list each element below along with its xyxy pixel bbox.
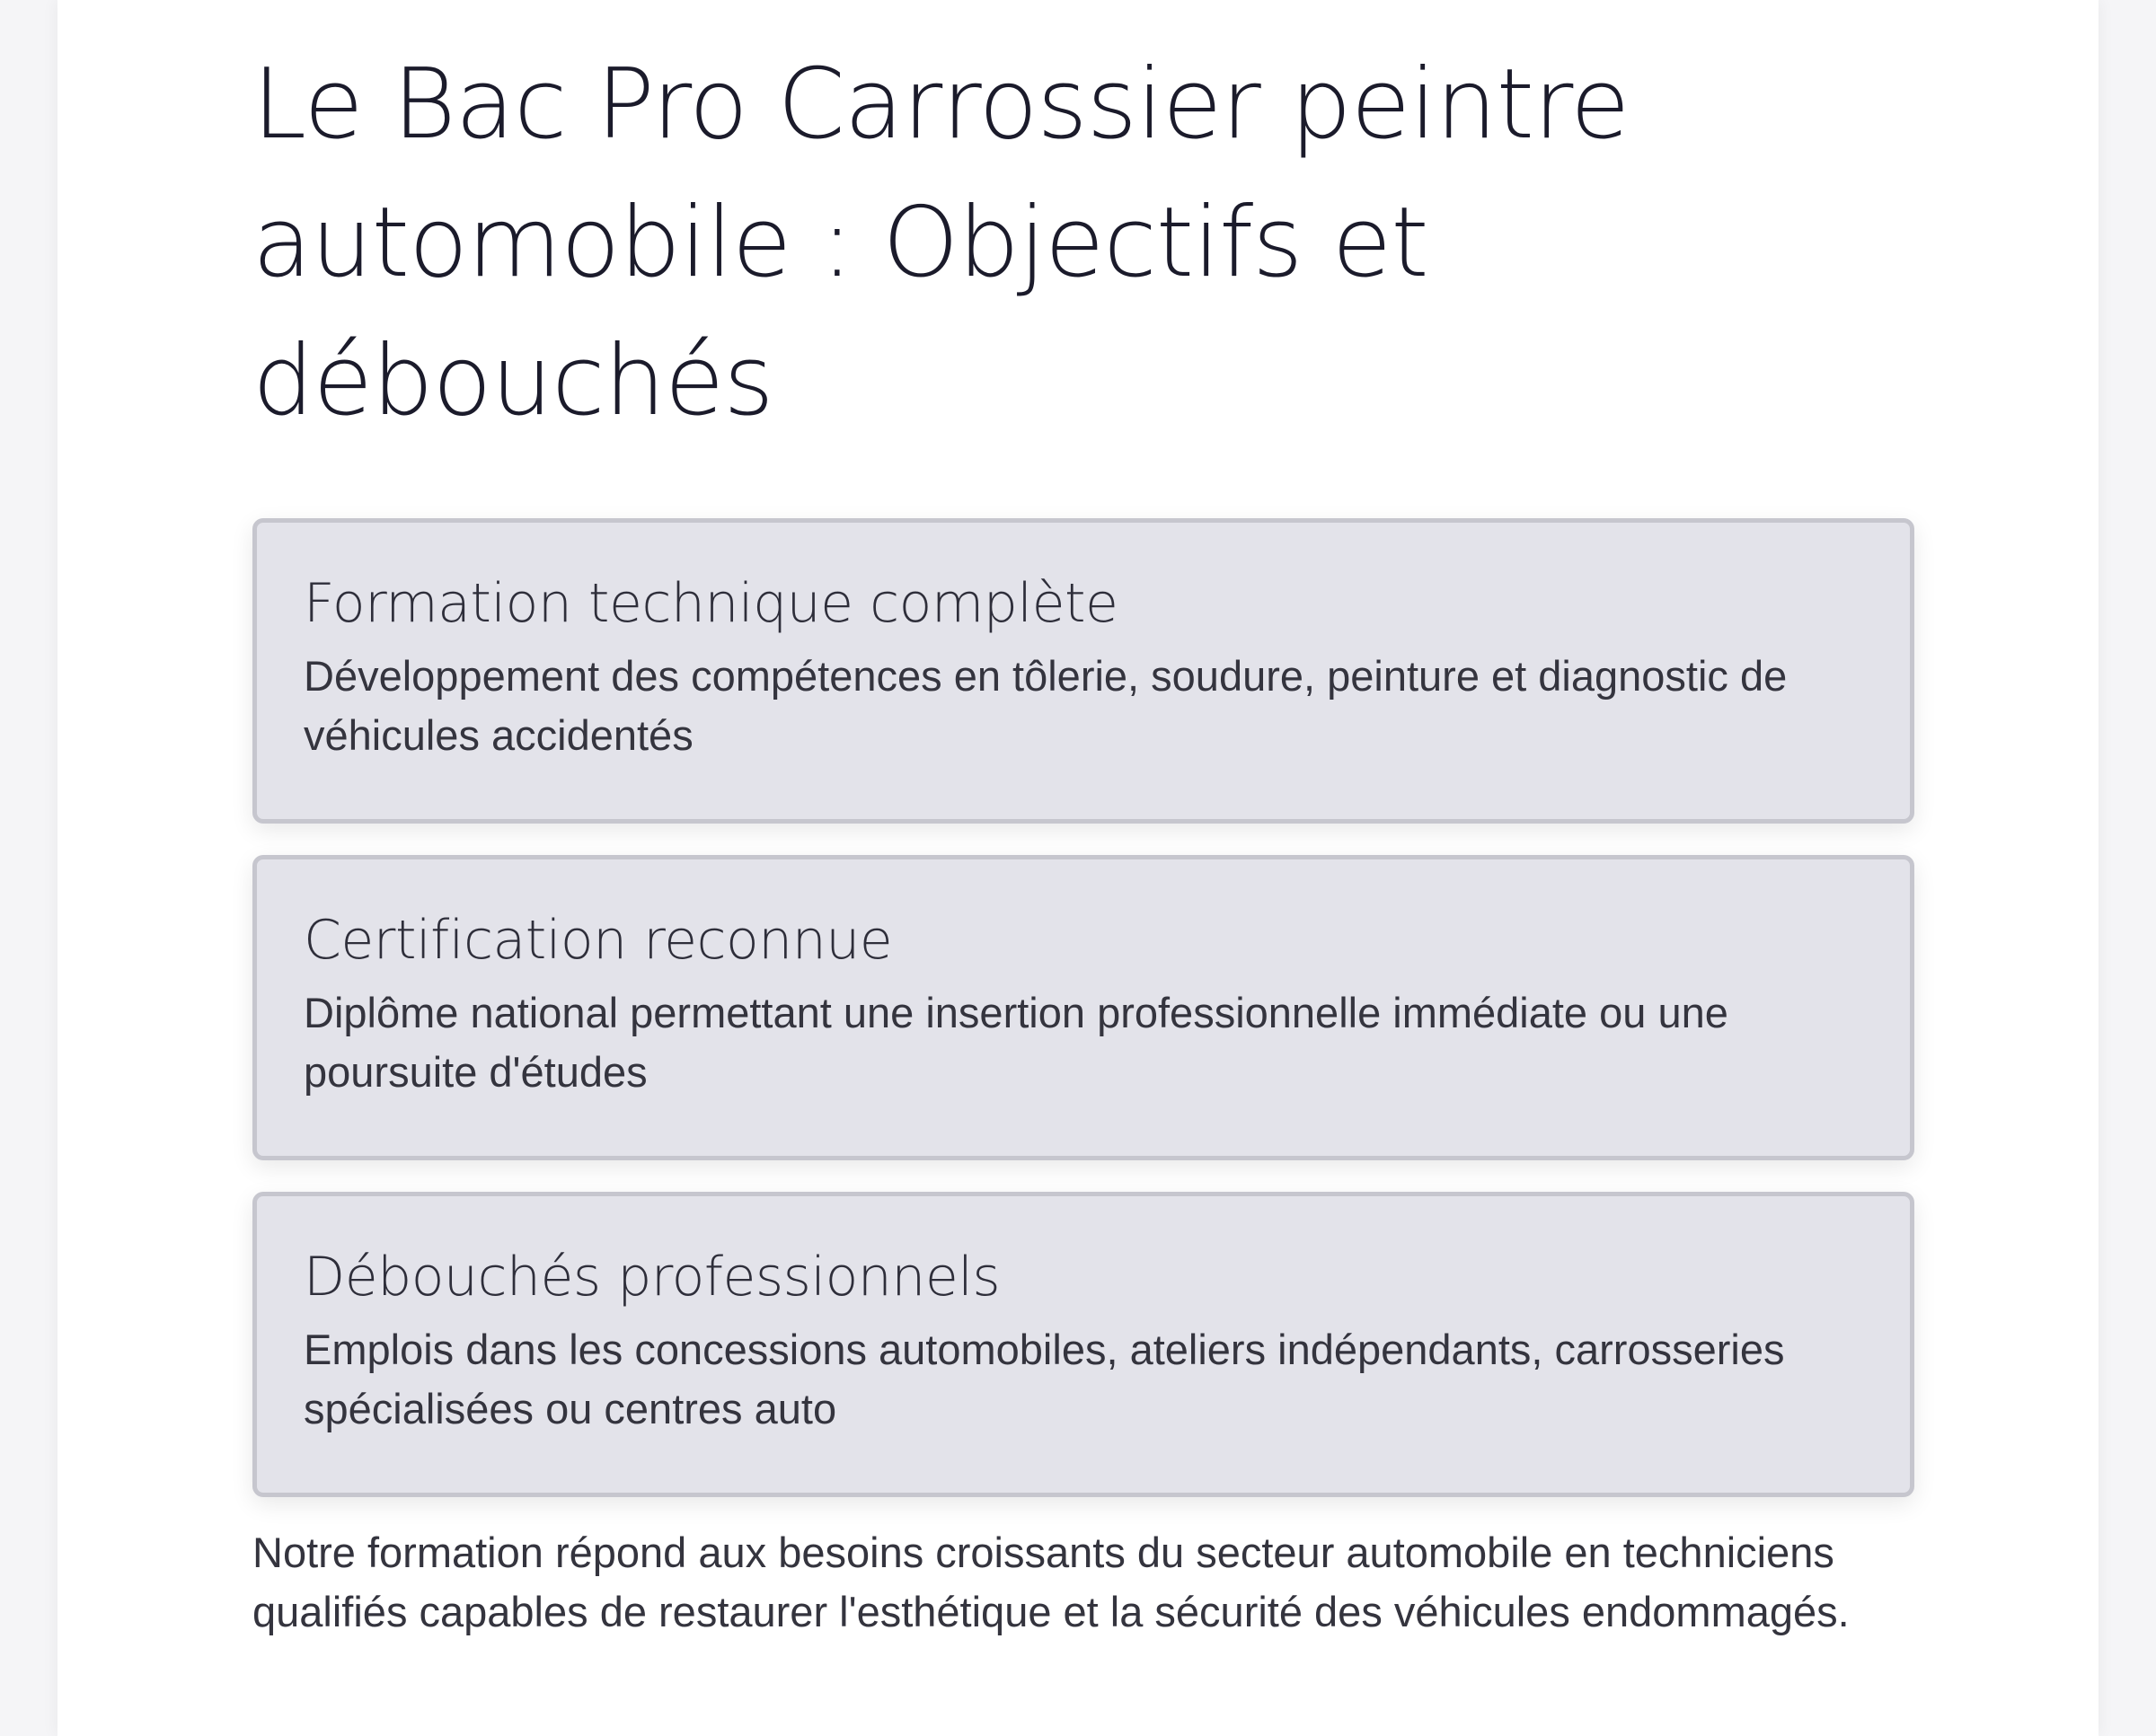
feature-card-debouches (252, 1192, 1914, 1497)
feature-card-title: Formation technique complète (304, 572, 1118, 635)
closing-paragraph: Notre formation répond aux besoins croissants du secteur automobile en techniciens qualifiés capables de restaurer l'esthétique et la sécurité des véhicules endommagés. (252, 1529, 1850, 1635)
feature-card-text: Développement des compétences en tôlerie, soudure, peinture et diagnostic de véhicules accidentés (304, 652, 1788, 759)
page-title: Le Bac Pro Carrossier peintre automobile : Objectifs et débouchés (252, 48, 1630, 437)
feature-card-title: Débouchés professionnels (304, 1246, 1001, 1309)
feature-card-list (252, 518, 1914, 1497)
main-content (252, 0, 1914, 1642)
feature-card-title: Certification reconnue (304, 909, 893, 972)
feature-card-text: Emplois dans les concessions automobiles, ateliers indépendants, carrosseries spécialisées ou centres auto (304, 1326, 1785, 1432)
feature-card-formation (252, 518, 1914, 824)
feature-card-text: Diplôme national permettant une insertion professionnelle immédiate ou une poursuite d'études (304, 989, 1728, 1096)
page-container (57, 0, 2099, 1736)
feature-card-certification (252, 855, 1914, 1160)
